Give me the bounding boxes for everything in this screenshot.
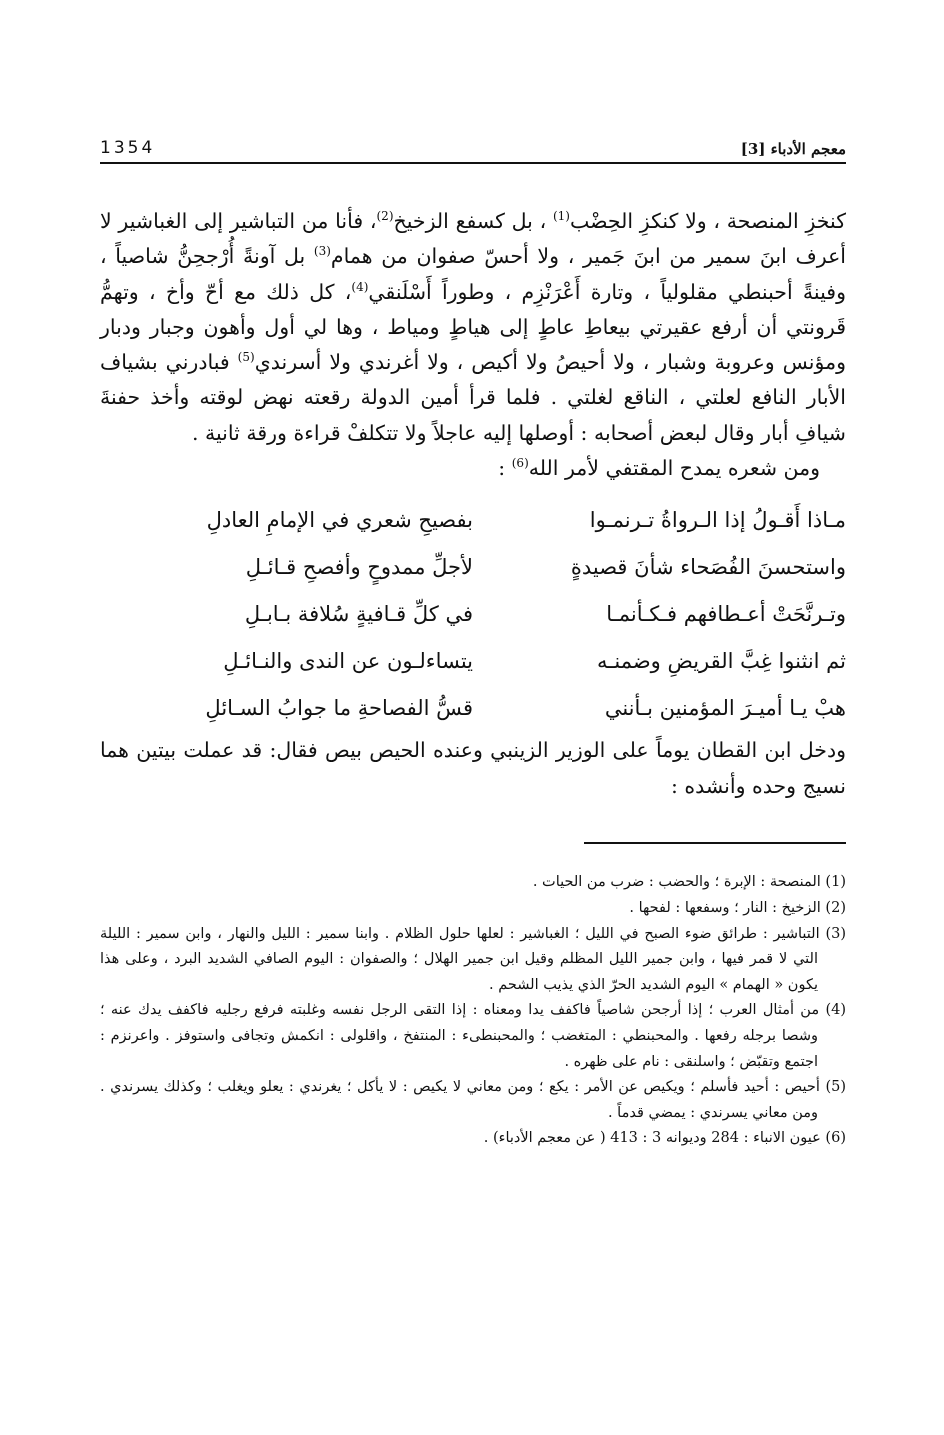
footnote-6 (100, 1126, 846, 1152)
footnote-5 (100, 1075, 846, 1126)
text-segment: ، كل ذلك مع أحّ وأخ ، وتهمُّ قَرونتي أن أرفع عقيرتي بيعاطِ عاطٍ إلى هياطٍ ومياط ، وها لي أول وأهون وجبار ودبار ومؤنس وعروبة وشبار ، ولا أحيصُ ولا أكيص ، ولا أغرندي ولا أسرندي (100, 279, 846, 375)
footnote-number: (4) (825, 1002, 847, 1019)
footnote-1 (100, 870, 846, 896)
main-text (100, 204, 846, 486)
footnote-3 (100, 922, 846, 999)
verse-second-hemistich: يتساءلـون عن الندى والنـائـلِ (223, 648, 473, 673)
verse-line (100, 543, 846, 590)
paragraph-1 (100, 204, 846, 451)
footnote-text: الزخيخ : النار ؛ وسفعها : لفحها . (629, 899, 821, 916)
verse-line (100, 496, 846, 543)
verse-intro-colon: : (498, 456, 506, 481)
page-number: 1354 (100, 138, 156, 158)
text-segment: فبادرني بشياف الأبار النافع لعلتي ، الناقع لغلتي . فلما قرأ أمين الدولة رقعته نهض لوقته وأخذ حفنةَ شيافِ أبار وقال لبعض أصحابه : أوصلها إليه عاجلاً ولا تتكلفْ قراءة ورقة ثانية . (100, 350, 846, 445)
verse-first-hemistich: مـاذا أَقـولُ إذا الـرواةُ تـرنمـوا (589, 507, 846, 532)
paragraph-2: ودخل ابن القطان يوماً على الوزير الزينبي وعنده الحيص بيص فقال: قد عملت بيتين هما نسيج وحده وأنشده : (100, 738, 846, 798)
footnote-4 (100, 998, 846, 1075)
text-segment: ، بل كسفع الزخيخ (393, 209, 547, 233)
verse-line (100, 590, 846, 637)
footnote-text: أحيص : أحيد فأسلم ؛ ويكيص عن الأمر : يكع ؛ ومن معاني لا يكيص : لا يأكل ؛ يغرندي : يعلو ويغلب ؛ وكذلك يسرندي . ومن معاني يسرندي : يمضي قدماً . (100, 1079, 820, 1121)
footnotes (100, 870, 846, 1152)
closing-text (100, 733, 846, 804)
text-segment: بل آونةً أُرْجحِنُّ شاصياً ، وفينةً أحبنطي مقلولياً ، وتارة أَعْرَنْزِم ، وطوراً أَسْلَنقي (100, 244, 846, 304)
footnote-number: (6) (825, 1130, 846, 1147)
verse-first-hemistich: واستحسنَ الفُصَحاء شأنَ قصيدةٍ (570, 554, 846, 579)
footnote-number: (3) (825, 925, 847, 942)
verse-second-hemistich: قسُّ الفصاحةِ ما جوابُ السـائلِ (205, 695, 473, 720)
footnote-2 (100, 896, 846, 922)
verse-first-hemistich: هبْ يـا أميـرَ المؤمنين بـأنني (604, 695, 846, 720)
verse-first-hemistich: ثم انثنوا غِبَّ القريضِ وضمنـه (596, 648, 846, 673)
footnote-number: (2) (825, 899, 846, 916)
text-segment: ، فأنا من التباشير إلى الغباشير لا أعرف ابنَ سمير من ابنَ جَمير ، ولا أحسّ صفوان من همام (100, 209, 846, 269)
footnote-text: عيون الانباء : 284 وديوانه 3 : 413 ( عن معجم الأدباء) . (483, 1130, 821, 1147)
verse-line (100, 637, 846, 684)
verse-intro-text: ومن شعره يمدح المقتفي لأمر الله (528, 456, 820, 481)
footnote-ref-5: (5) (237, 350, 255, 365)
footnote-ref-4: (4) (351, 279, 369, 294)
verse-second-hemistich: بفصيحِ شعري في الإمامِ العادلِ (206, 507, 473, 532)
footnote-divider (584, 842, 846, 844)
verse-first-hemistich: وتـرنَّحَتْ أعـطافهم فـكـأنمـا (606, 601, 846, 626)
running-title: معجم الأدباء [3] (740, 140, 846, 158)
footnote-ref-3: (3) (313, 244, 331, 259)
footnote-number: (5) (825, 1079, 847, 1096)
verse-intro (100, 451, 846, 486)
verse-line (100, 684, 846, 731)
poem (100, 496, 846, 731)
footnote-text: المنصحة : الإبرة ؛ والحضب : ضرب من الحيات . (532, 874, 821, 891)
text-segment: كنخزِ المنصحة ، ولا كنكزِ الحِضْب (569, 209, 846, 233)
page-header (100, 128, 846, 164)
page (100, 128, 846, 1152)
verse-second-hemistich: في كلِّ قـافيةٍ سُلافة بـابـلِ (244, 601, 473, 626)
footnote-ref-1: (1) (552, 209, 570, 224)
footnote-text: التباشير : طرائق ضوء الصبح في الليل ؛ الغباشير : لعلها حلول الظلام . وابنا سمير : الليل والنهار ، وابن سمير : الليلة التي لا قمر فيها ، وابن جمير الليل المظلم وقيل ابن جمير الهلال ؛ والصفوان : اليوم الصافي الشديد البرد ، وعلى هذا يكون « الهمام » اليوم الشديد الحرّ الذي يذيب الشحم . (100, 925, 820, 993)
footnote-number: (1) (825, 874, 846, 891)
verse-second-hemistich: لأجلِّ ممدوحٍ وأفصحِ قـائـلِ (245, 554, 473, 579)
footnote-ref-6: (6) (511, 456, 529, 471)
footnote-ref-2: (2) (376, 209, 394, 224)
footnote-text: من أمثال العرب ؛ إذا أرجحن شاصياً فاكفف يدا ومعناه : إذا التقى الرجل نفسه وغلبته فرفع رجليه فاكفف يدك عنه ؛ وشصا برجله رفعها . والمحبنطي : المتغضب ؛ والمحبنطىء : المنتفخ ، واقلولى : انكمش وتجافى واستوفز . واعرنزم : اجتمع وتقبّض ؛ واسلنقى : نام على ظهره . (100, 1002, 820, 1070)
